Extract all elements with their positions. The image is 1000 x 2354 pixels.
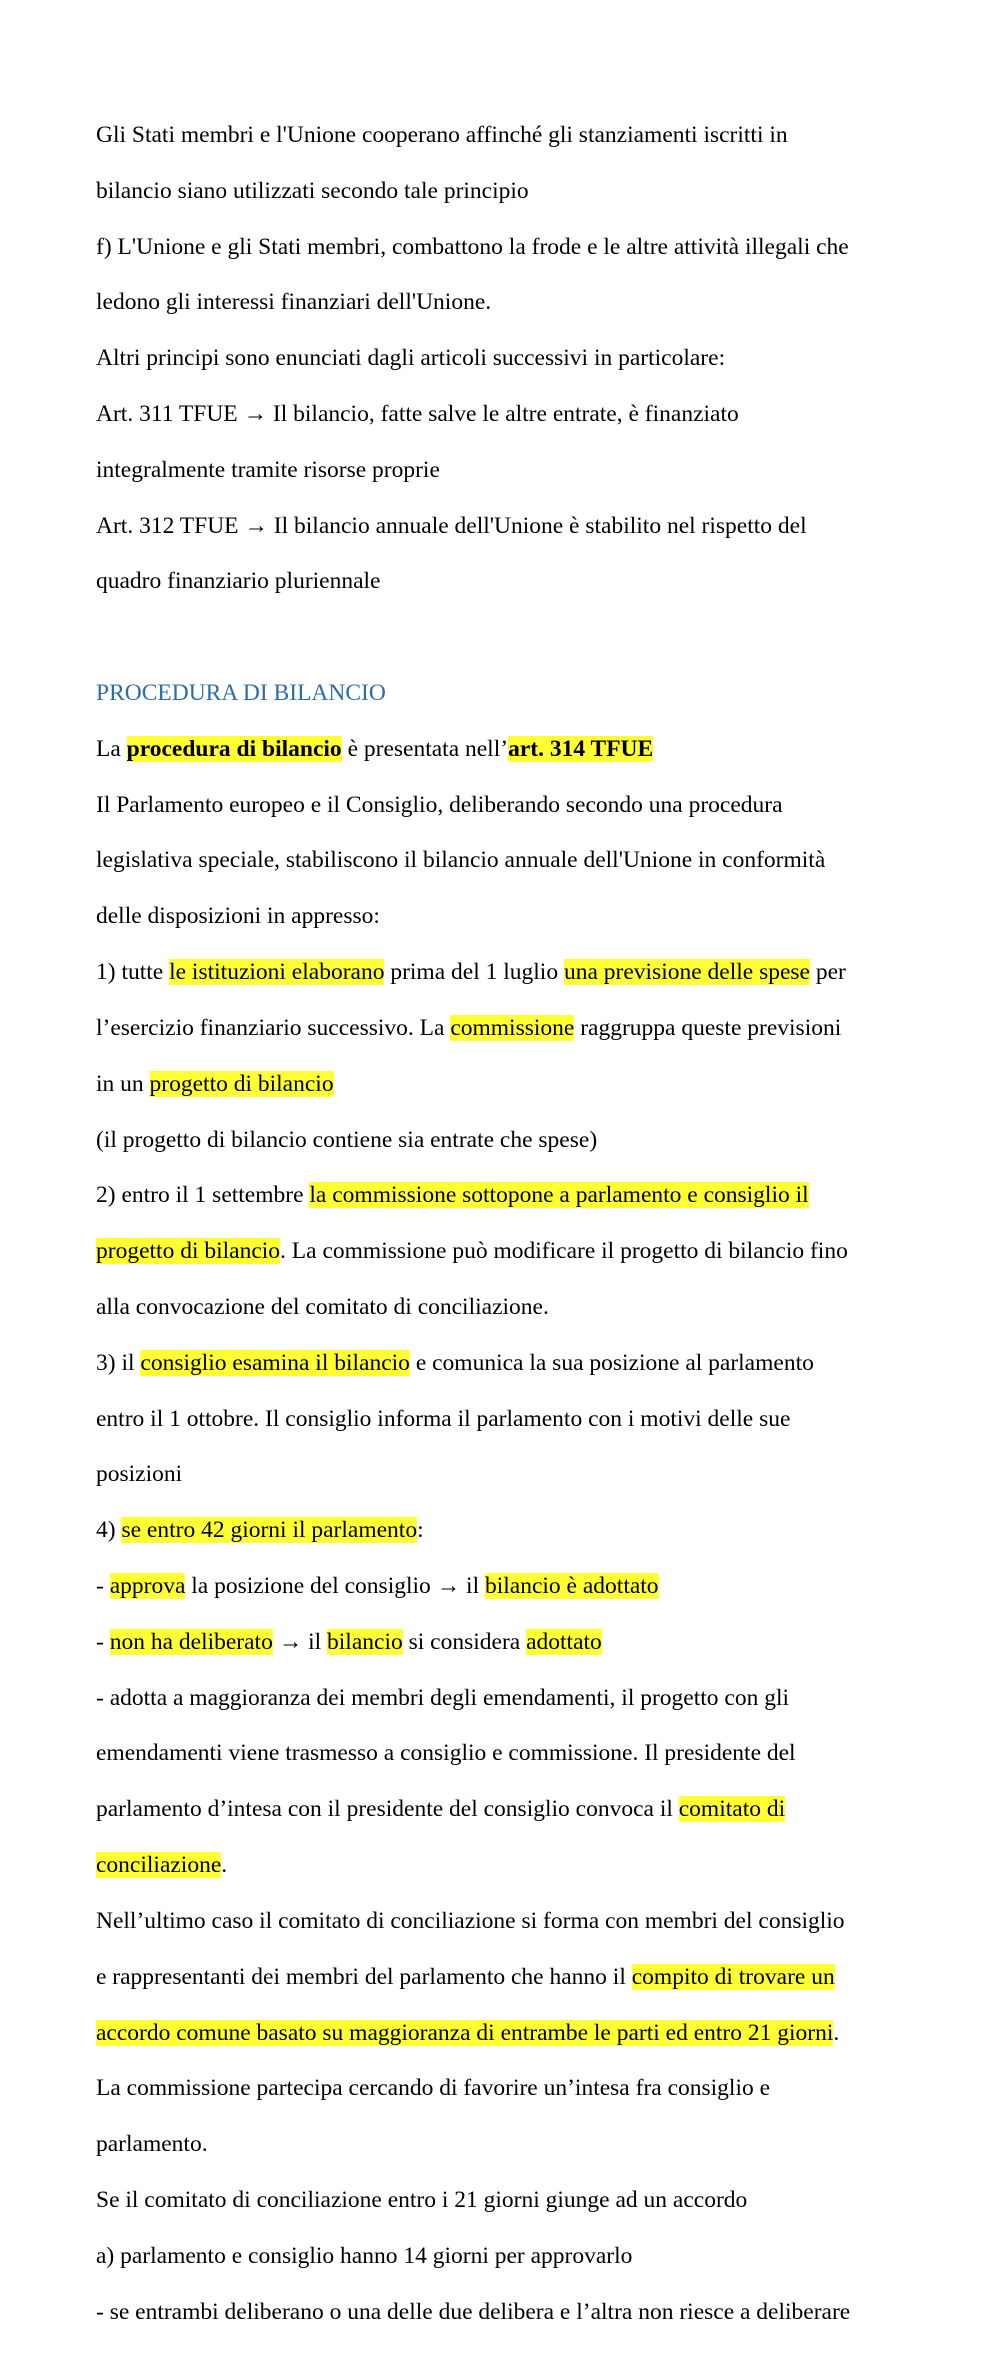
text-run: l’esercizio finanziario successivo. La — [96, 1014, 451, 1041]
highlight: compito di trovare un — [631, 1963, 835, 1990]
text-line: legislativa speciale, stabiliscono il bilancio annuale dell'Unione in conformità — [96, 847, 826, 874]
text-run: prima del 1 luglio — [384, 959, 564, 986]
text-line: Il Parlamento europeo e il Consiglio, deliberando secondo una procedura — [96, 791, 783, 818]
highlight: adottato — [526, 1628, 602, 1655]
highlight: accordo comune basato su maggioranza di entrambe le parti ed entro 21 giorni — [96, 2019, 834, 2046]
text-run: è presentata nell’ — [341, 735, 509, 762]
text-line — [96, 736, 916, 764]
text-line: Gli Stati membri e l'Unione cooperano affinché gli stanziamenti iscritti in — [96, 121, 788, 148]
text-line — [96, 1573, 916, 1601]
highlight: approva — [109, 1573, 186, 1600]
text-line: - se entrambi deliberano o una delle due delibera e l’altra non riesce a deliberare — [96, 2298, 851, 2325]
text-run: La — [96, 735, 127, 762]
text-line: parlamento. — [96, 2131, 208, 2158]
highlight: una previsione delle spese — [563, 959, 810, 986]
text-line: Nell’ultimo caso il comitato di conciliazione si forma con membri del consiglio — [96, 1907, 845, 1934]
text-run: - — [96, 1573, 110, 1600]
text-line: quadro finanziario pluriennale — [96, 568, 381, 595]
text-line — [96, 1350, 916, 1378]
text-run: per — [809, 959, 846, 986]
text-line — [96, 1852, 916, 1880]
text-run: . — [221, 1852, 228, 1879]
text-line — [96, 1517, 916, 1545]
text-run: . — [833, 2019, 840, 2046]
highlight: commissione — [450, 1014, 575, 1041]
text-run: in un — [96, 1070, 150, 1097]
text-line: integralmente tramite risorse proprie — [96, 456, 440, 483]
highlight: conciliazione — [96, 1852, 222, 1879]
text-run: e comunica la sua posizione al parlamento — [409, 1349, 814, 1376]
section-heading: PROCEDURA DI BILANCIO — [96, 680, 386, 707]
highlight: progetto di bilancio — [149, 1070, 334, 1097]
text-line — [96, 1238, 916, 1266]
text-run: : — [417, 1517, 424, 1544]
text-line — [96, 1182, 916, 1210]
text-run: la posizione del consiglio → il — [185, 1573, 485, 1600]
highlight: bilancio — [327, 1628, 403, 1655]
text-line: posizioni — [96, 1461, 183, 1488]
text-line: a) parlamento e consiglio hanno 14 giorni per approvarlo — [96, 2242, 633, 2269]
highlight: se entro 42 giorni il parlamento — [121, 1517, 418, 1544]
text-line: Se il comitato di conciliazione entro i 21 giorni giunge ad un accordo — [96, 2186, 748, 2213]
text-line: Art. 311 TFUE → Il bilancio, fatte salve le altre entrate, è finanziato — [96, 400, 739, 427]
text-line — [96, 1964, 916, 1992]
highlight: le istituzioni elaborano — [169, 959, 385, 986]
text-run: → il — [272, 1628, 328, 1655]
text-run: parlamento d’intesa con il presidente del consiglio convoca il — [96, 1796, 679, 1823]
text-line: delle disposizioni in appresso: — [96, 903, 380, 930]
highlight-bold: art. 314 TFUE — [508, 735, 654, 762]
text-run: 1) tutte — [96, 959, 170, 986]
text-line: Altri principi sono enunciati dagli articoli successivi in particolare: — [96, 345, 726, 372]
highlight: consiglio esamina il bilancio — [140, 1349, 410, 1376]
text-line: bilancio siano utilizzati secondo tale principio — [96, 177, 529, 204]
text-run: e rappresentanti dei membri del parlamento che hanno il — [96, 1963, 632, 1990]
text-run: . La commissione può modificare il progetto di bilancio fino — [280, 1238, 848, 1265]
text-line: Art. 312 TFUE → Il bilancio annuale dell'Unione è stabilito nel rispetto del — [96, 512, 807, 539]
text-line — [96, 1071, 916, 1099]
highlight: progetto di bilancio — [96, 1238, 281, 1265]
highlight: bilancio è adottato — [484, 1573, 659, 1600]
text-run: si considera — [402, 1628, 527, 1655]
text-line: - adotta a maggioranza dei membri degli emendamenti, il progetto con gli — [96, 1684, 790, 1711]
document-page — [96, 94, 916, 2354]
text-line — [96, 2020, 916, 2048]
text-line: La commissione partecipa cercando di favorire un’intesa fra consiglio e — [96, 2075, 771, 2102]
text-line: emendamenti viene trasmesso a consiglio e commissione. Il presidente del — [96, 1740, 796, 1767]
text-line — [96, 1015, 916, 1043]
text-line: (il progetto di bilancio contiene sia entrate che spese) — [96, 1126, 598, 1153]
text-run: - — [96, 1628, 110, 1655]
text-line — [96, 1796, 916, 1824]
text-run: 2) entro il 1 settembre — [96, 1182, 310, 1209]
text-line: alla convocazione del comitato di conciliazione. — [96, 1293, 549, 1320]
text-run: raggruppa queste previsioni — [574, 1014, 842, 1041]
text-line: entro il 1 ottobre. Il consiglio informa il parlamento con i motivi delle sue — [96, 1405, 791, 1432]
text-line: f) L'Unione e gli Stati membri, combattono la frode e le altre attività illegali che — [96, 233, 849, 260]
highlight-bold: procedura di bilancio — [126, 735, 342, 762]
text-line: ledono gli interessi finanziari dell'Unione. — [96, 289, 492, 316]
blank-line — [96, 624, 916, 652]
highlight: comitato di — [678, 1796, 786, 1823]
text-run: 3) il — [96, 1349, 141, 1376]
highlight: la commissione sottopone a parlamento e consiglio il — [309, 1182, 809, 1209]
text-line — [96, 959, 916, 987]
text-line — [96, 1629, 916, 1657]
highlight: non ha deliberato — [109, 1628, 273, 1655]
text-run: 4) — [96, 1517, 122, 1544]
